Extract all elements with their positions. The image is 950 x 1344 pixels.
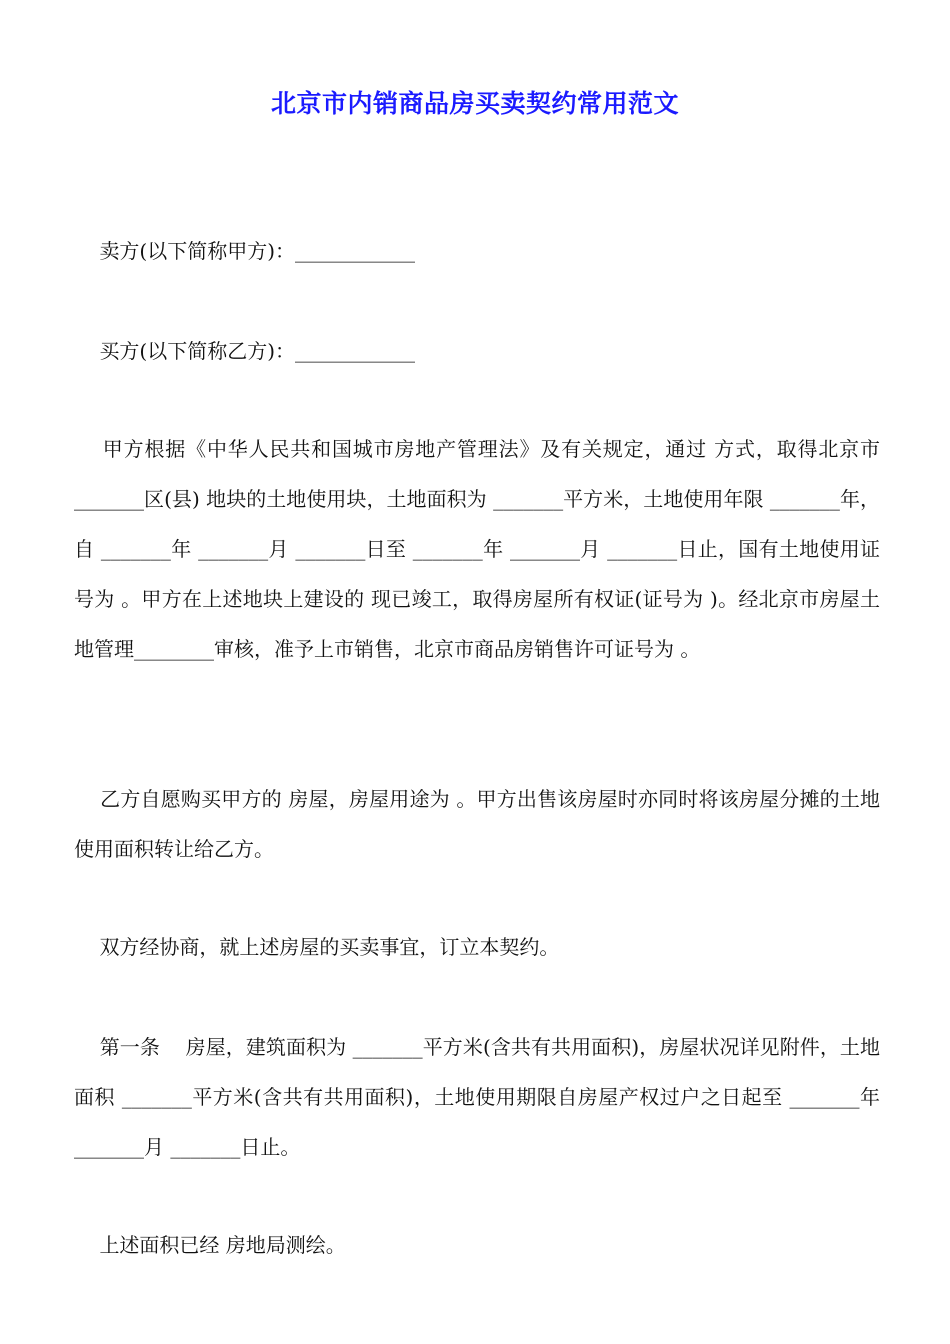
seller-paragraph: 卖方(以下简称甲方)：____________ [74, 239, 416, 263]
purchase-intent-paragraph: 乙方自愿购买甲方的 房屋，房屋用途为 。甲方出售该房屋时亦同时将该房屋分摊的土地使用面积转让给乙方。 [74, 787, 881, 861]
buyer-paragraph: 买方(以下简称乙方)：____________ [74, 339, 416, 363]
survey-paragraph: 上述面积已经 房地局测绘。 [74, 1233, 346, 1257]
basis-paragraph: 甲方根据《中华人民共和国城市房地产管理法》及有关规定，通过 方式，取得北京市 _______区(县) 地块的土地使用块，土地面积为 _______平方米，土地使用年限 _______年，自 _______年 _______月 _______日至 _______年 _______月 _______日止，国有土地使用证号为 。甲方在上述地块上建设的 现已竣工，取得房屋所有权证(证号为 )。经北京市房屋土地管理________审核，准予上市销售，北京市商品房销售许可证号为 。 [74, 437, 887, 661]
article-one-paragraph: 第一条 房屋，建筑面积为 _______平方米(含共有共用面积)，房屋状况详见附件，土地面积 _______平方米(含共有共用面积)，土地使用期限自房屋产权过户之日起至 _______年 _______月 _______日止。 [74, 1035, 887, 1159]
agreement-paragraph: 双方经协商，就上述房屋的买卖事宜，订立本契约。 [74, 935, 560, 959]
document-title: 北京市内销商品房买卖契约常用范文 [270, 89, 679, 118]
